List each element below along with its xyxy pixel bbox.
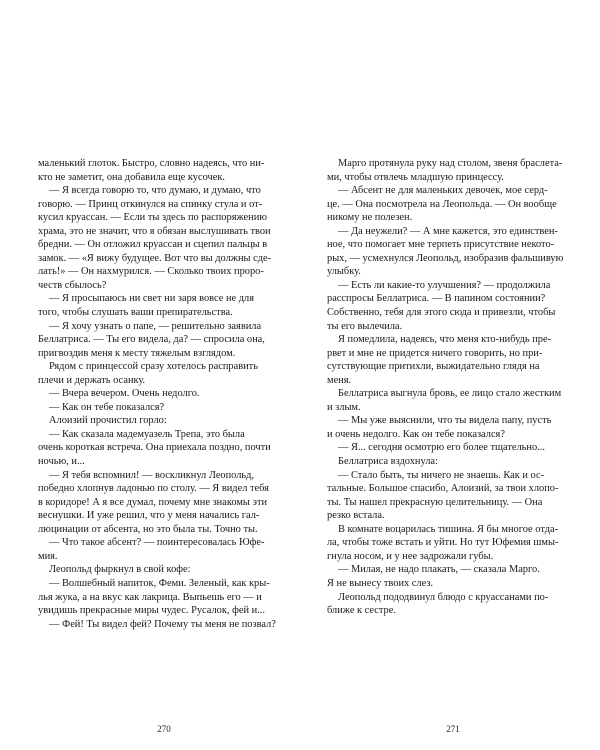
text-line: — Стало быть, ты ничего не знаешь. Как и ос- [338, 469, 545, 481]
text-line: в коридоре! А я все думал, почему мне знакомы эти [38, 496, 268, 508]
text-line: люцинации от абсента, но это была ты. Точно ты. [38, 523, 258, 535]
text-line: ближе к сестре. [327, 605, 396, 617]
text-line: — Я всегда говорю то, что думаю, и думаю, что [49, 185, 261, 197]
text-line: ла, чтобы тоже встать и уйти. Но тут Юфемия шмы- [327, 537, 559, 549]
text-line: резко встала. [327, 510, 385, 522]
text-line: говорю. — Принц откинулся на спинку стула и от- [38, 198, 263, 210]
right-page-number: 271 [446, 724, 460, 734]
text-line: — Я просыпаюсь ни свет ни заря вовсе не для [49, 293, 254, 305]
text-line: це. — Она посмотрела на Леопольда. — Он вообще [327, 198, 557, 210]
text-line: пригвоздив меня к месту тяжелым взглядом. [38, 347, 236, 359]
text-line: — Да неужели? — А мне кажется, это единствен- [338, 225, 558, 237]
text-line: ты его вылечила. [327, 320, 403, 332]
text-line: Беллатриса выгнула бровь, ее лицо стало жестким [338, 388, 562, 400]
text-line: лья жука, а на вкус как лакрица. Выпьешь его — и [38, 591, 262, 603]
left-page [38, 157, 290, 631]
text-line: гнула носом, и у нее задрожали губы. [327, 550, 494, 562]
text-line: и очень недолго. Как он тебе показался? [327, 428, 505, 440]
text-line: очень короткая встреча. Она приехала поздно, почти [38, 442, 271, 454]
text-line: Я не вынесу твоих слез. [327, 577, 434, 589]
text-line: — Как сказала мадемуазель Трепа, это была [49, 428, 245, 440]
left-page-number: 270 [157, 724, 171, 734]
text-line: Алоизий прочистил горло: [49, 415, 167, 427]
text-line: — Я хочу узнать о папе, — решительно заявила [49, 320, 262, 332]
text-line: честв сбылось? [38, 279, 107, 291]
text-line: рых, — усмехнулся Леопольд, изобразив фальшивую [327, 252, 564, 264]
text-line: Леопольд пододвинул блюдо с круассанами по- [338, 591, 549, 603]
text-line: Беллатриса. — Ты его видела, да? — спросила она, [38, 334, 265, 346]
text-line: — Милая, не надо плакать, — сказала Марго. [338, 564, 540, 576]
text-line: — Вчера вечером. Очень недолго. [49, 388, 200, 400]
right-page-text [327, 157, 579, 618]
text-line: улыбку. [327, 266, 361, 278]
text-line: — Есть ли какие-то улучшения? — продолжила [338, 279, 551, 291]
text-line: победно хлопнув ладонью по столу. — Я видел тебя [38, 483, 269, 495]
text-line: — Я... сегодня осмотрю его более тщательно... [338, 442, 545, 454]
text-line: Рядом с принцессой сразу хотелось расправить [49, 361, 258, 373]
text-line: Марго протянула руку над столом, звеня браслета- [338, 158, 563, 169]
text-line: кусил круассан. — Если ты здесь по распоряжению [38, 212, 268, 224]
text-line: Беллатриса вздохнула: [338, 456, 438, 468]
left-page-text [38, 157, 290, 631]
text-line: сутствующие притихли, выжидательно глядя на [327, 361, 540, 373]
text-line: — Фей! Ты видел фей? Почему ты меня не позвал? [49, 618, 276, 630]
text-line: тальные. Большое спасибо, Алоизий, за твои хлопо- [327, 483, 559, 495]
text-line: ночью, и... [38, 456, 85, 468]
text-line: увидишь прекрасные миры чудес. Русалок, фей и... [38, 605, 265, 617]
text-line: кто не заметит, она добавила еще кусочек. [38, 171, 225, 183]
text-line: — Мы уже выяснили, что ты видела папу, пусть [338, 415, 552, 427]
text-line: В комнате воцарилась тишина. Я бы многое отда- [338, 523, 559, 535]
text-line: никому не полезен. [327, 212, 413, 224]
text-line: ное, что помогает мне терпеть присутствие некото- [327, 239, 555, 251]
text-line: расспросы Беллатриса. — В папином состоянии? [327, 293, 546, 305]
text-line: меня. [327, 374, 352, 386]
text-line: рвет и мне не придется ничего говорить, но при- [327, 347, 543, 359]
text-line: мия. [38, 550, 58, 562]
text-line: того, чтобы слушать ваши препирательства. [38, 307, 233, 319]
text-line: Собственно, тебя для этого сюда и привезли, чтобы [327, 307, 556, 319]
text-line: лать!» — Он нахмурился. — Сколько твоих проро- [38, 266, 264, 278]
text-line: ты. Ты нашел прекрасную целительницу. — Она [327, 496, 543, 508]
right-page [327, 157, 579, 618]
text-line: бредни. — Он отложил круассан и сцепил пальцы в [38, 239, 268, 251]
text-line: — Что такое абсент? — поинтересовалась Юфе- [49, 537, 265, 549]
text-line: маленький глоток. Быстро, словно надеясь, что ни- [38, 158, 265, 169]
text-line: и злым. [327, 401, 361, 413]
text-line: замок. — «Я вижу будущее. Вот что вы должны сде- [38, 252, 272, 264]
text-line: — Как он тебе показался? [49, 401, 165, 413]
text-line: — Я тебя вспомнил! — воскликнул Леопольд, [49, 469, 255, 481]
text-line: — Волшебный напиток, Феми. Зеленый, как кры- [49, 577, 270, 589]
text-line: храма, это не значит, что я обязан выслушивать твои [38, 225, 271, 237]
text-line: плечи и держать осанку. [38, 374, 146, 386]
text-line: Леопольд фыркнул в свой кофе: [49, 564, 191, 576]
text-line: Я помедлила, надеясь, что меня кто-нибудь пре- [338, 334, 552, 346]
text-line: веснушки. И уже решил, что у меня начались гал- [38, 510, 260, 522]
text-line: — Абсент не для маленьких девочек, мое серд- [338, 185, 548, 197]
text-line: ми, чтобы отвлечь младшую принцессу. [327, 171, 504, 183]
